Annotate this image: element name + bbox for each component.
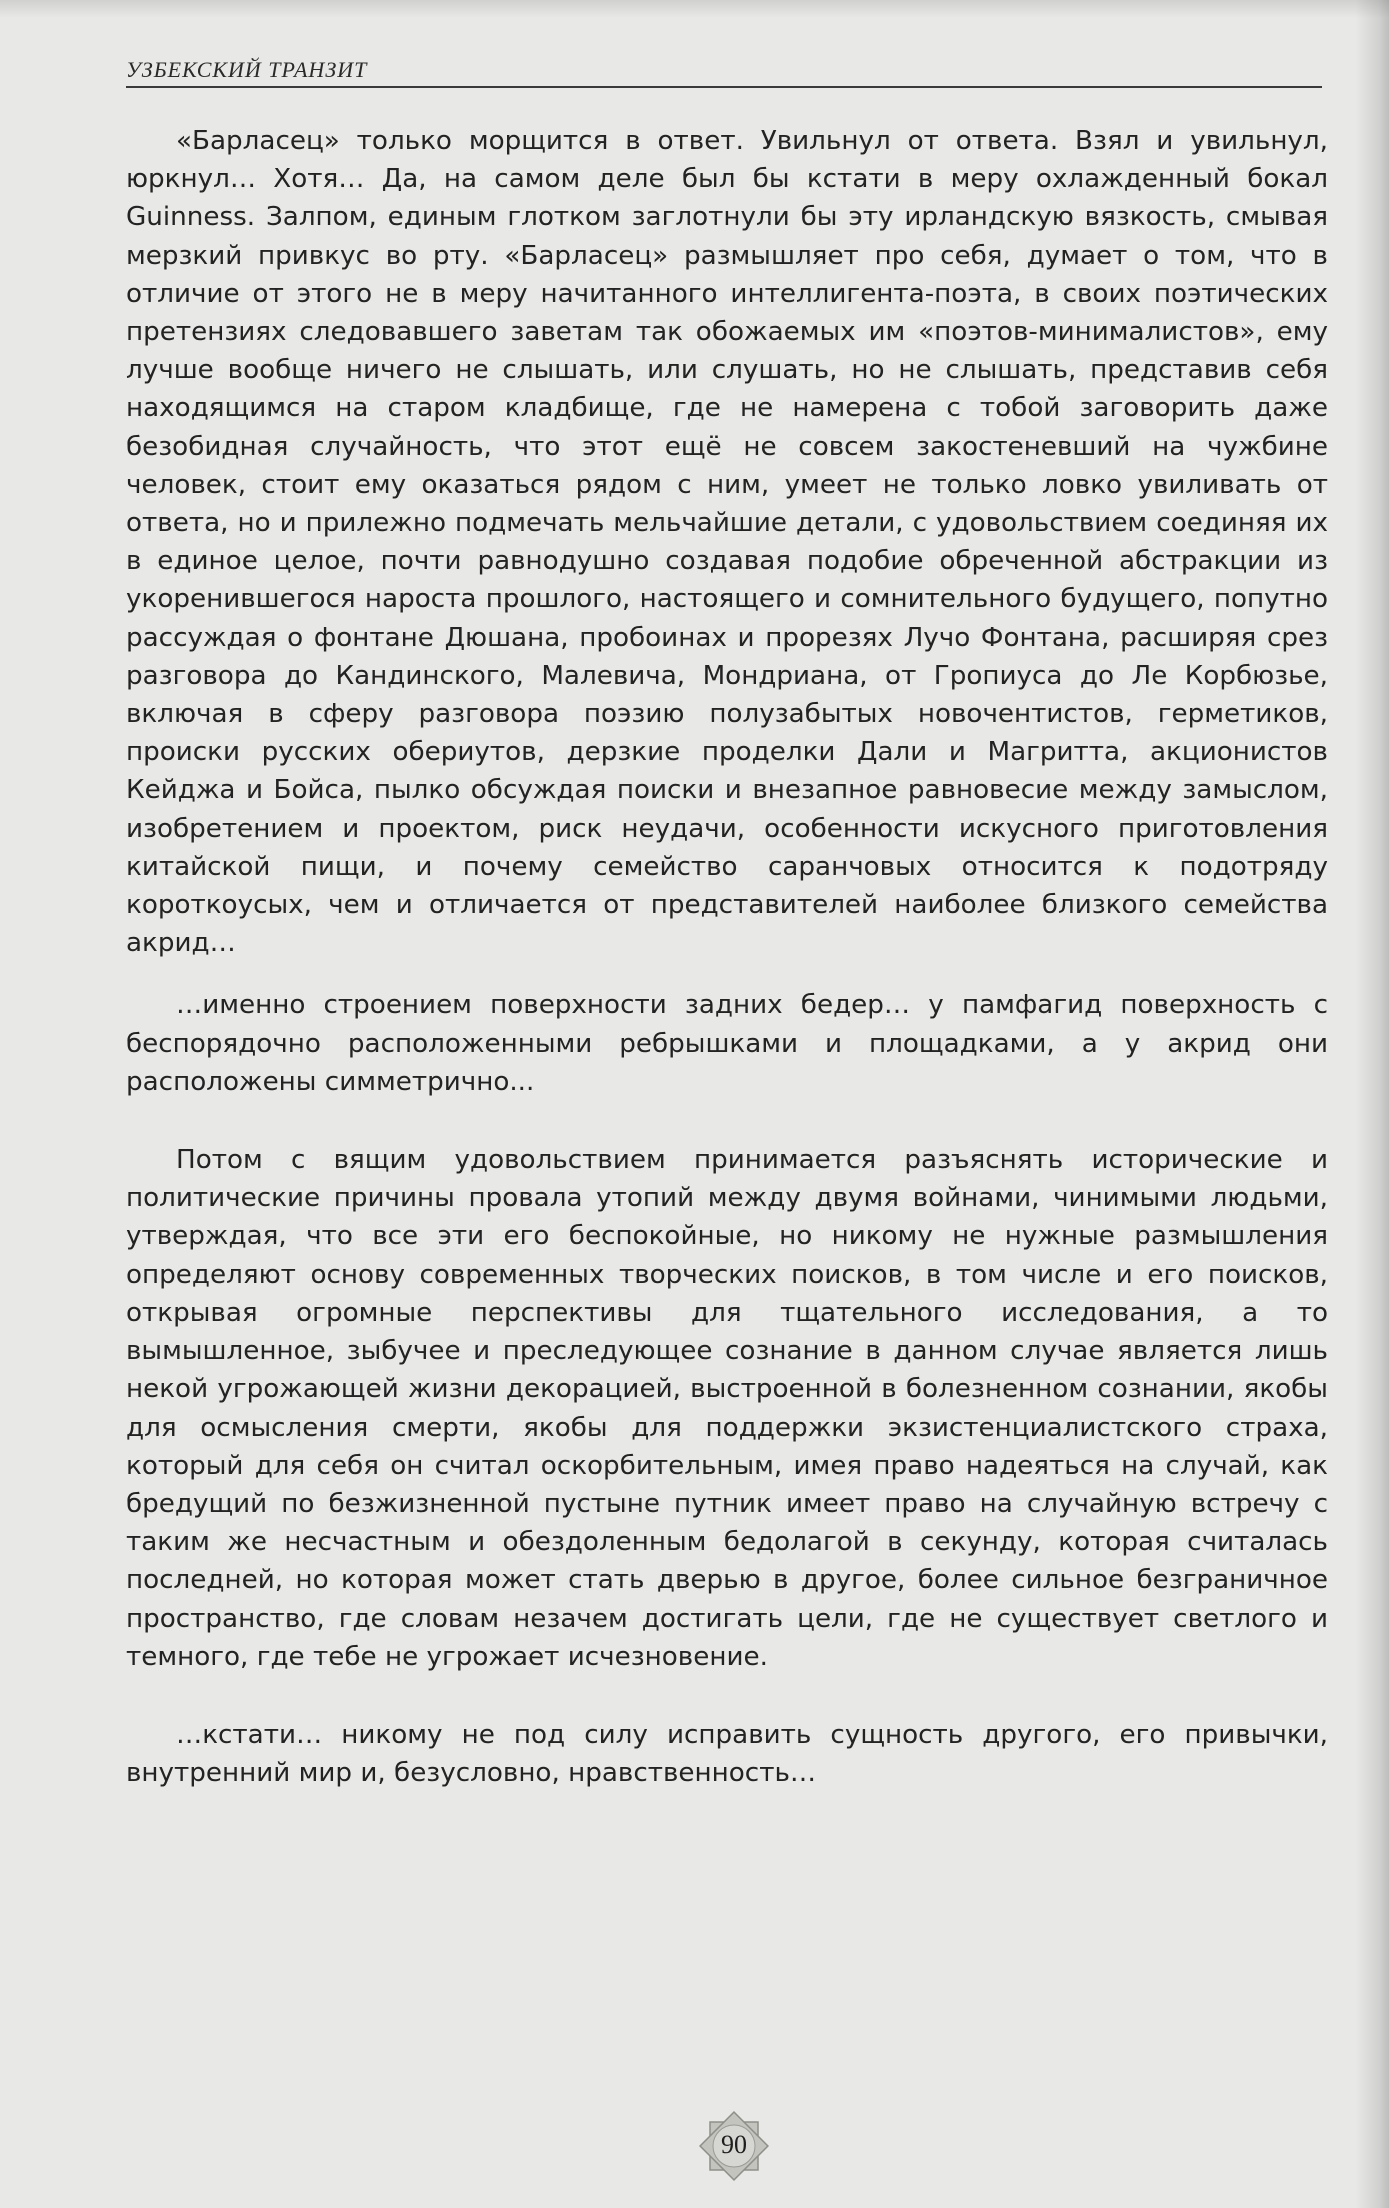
paragraph-4: …кстати… никому не под силу исправить сущность другого, его привычки, внутренний мир и, безусловно, нравственность…	[126, 1719, 1328, 1789]
body-text	[126, 122, 1328, 1792]
paragraph-1: «Барласец» только морщится в ответ. Увильнул от ответа. Взял и увильнул, юркнул… Хотя… Да, на самом деле был бы кстати в меру охлажденный бокал Guinness. Залпом, единым глотком заглотнули бы эту ирландскую вязкость, смывая мерзкий привкус во рту. «Барласец» размышляет про себя, думает о том, что в отличие от этого не в меру начитанного интеллигента-поэта, в своих поэтических претензиях следовавшего заветам так обожаемых им «поэтов-минималистов», ему лучше вообще ничего не слышать, или слушать, но не слышать, представив себя находящимся на старом кладбище, где не намерена с тобой заговорить даже безобидная случайность, что этот ещё не совсем закостеневший на чужбине человек, стоит ему оказаться рядом с ним, умеет не только ловко увиливать от ответа, но и прилежно подмечать мельчайшие детали, с удовольствием соединяя их в единое целое, почти равнодушно создавая подобие обреченной абстракции из укоренившегося нароста прошлого, настоящего и сомнительного будущего, попутно рассуждая о фонтане Дюшана, пробоинах и прорезях Лучо Фонтана, расширяя срез разговора до Кандинского, Малевича, Мондриана, от Гропиуса до Ле Корбюзье, включая в сферу разговора поэзию полузабытых новочентистов, герметиков, происки русских обериутов, дерзкие проделки Дали и Магритта, акционистов Кейджа и Бойса, пылко обсуждая поиски и внезапное равновесие между замыслом, изобретением и проектом, риск неудачи, особенности искусного приготовления китайской пищи, и почему семейство саранчовых относится к подотряду короткоусых, чем и отличается от представителей наиболее близкого семейства акрид…	[126, 126, 1328, 959]
page-number-block	[694, 2110, 774, 2182]
page-number: 90	[721, 2130, 747, 2159]
scan-shadow-top	[0, 0, 1389, 18]
running-header-title: УЗБЕКСКИЙ ТРАНЗИТ	[126, 57, 368, 82]
scan-shadow-right	[1355, 0, 1389, 2208]
paragraph-2: …именно строением поверхности задних бедер… у памфагид поверхность с беспорядочно расположенными ребрышками и площадками, а у акрид они расположены симметрично...	[126, 990, 1328, 1097]
paragraph-3: Потом с вящим удовольствием принимается разъяснять исторические и политические причины провала утопий между двумя войнами, чинимыми людьми, утверждая, что все эти его беспокойные, но никому не нужные размышления определяют основу современных творческих поисков, в том числе и его поисков, открывая огромные перспективы для тщательного исследования, а то вымышленное, зыбучее и преследующее сознание в данном случае является лишь некой угрожающей жизни декорацией, выстроенной в болезненном сознании, якобы для осмысления смерти, якобы для поддержки экзистенциалистского страха, который для себя он считал оскорбительным, имея право надеяться на случай, как бредущий по безжизненной пустыне путник имеет право на случайную встречу с таким же несчастным и обездоленным бедолагой в секунду, которая считалась последней, но которая может стать дверью в другое, более сильное безграничное пространство, где словам незачем достигать цели, где не существует светлого и темного, где тебе не угрожает исчезновение.	[126, 1145, 1328, 1672]
running-header	[126, 56, 1322, 88]
